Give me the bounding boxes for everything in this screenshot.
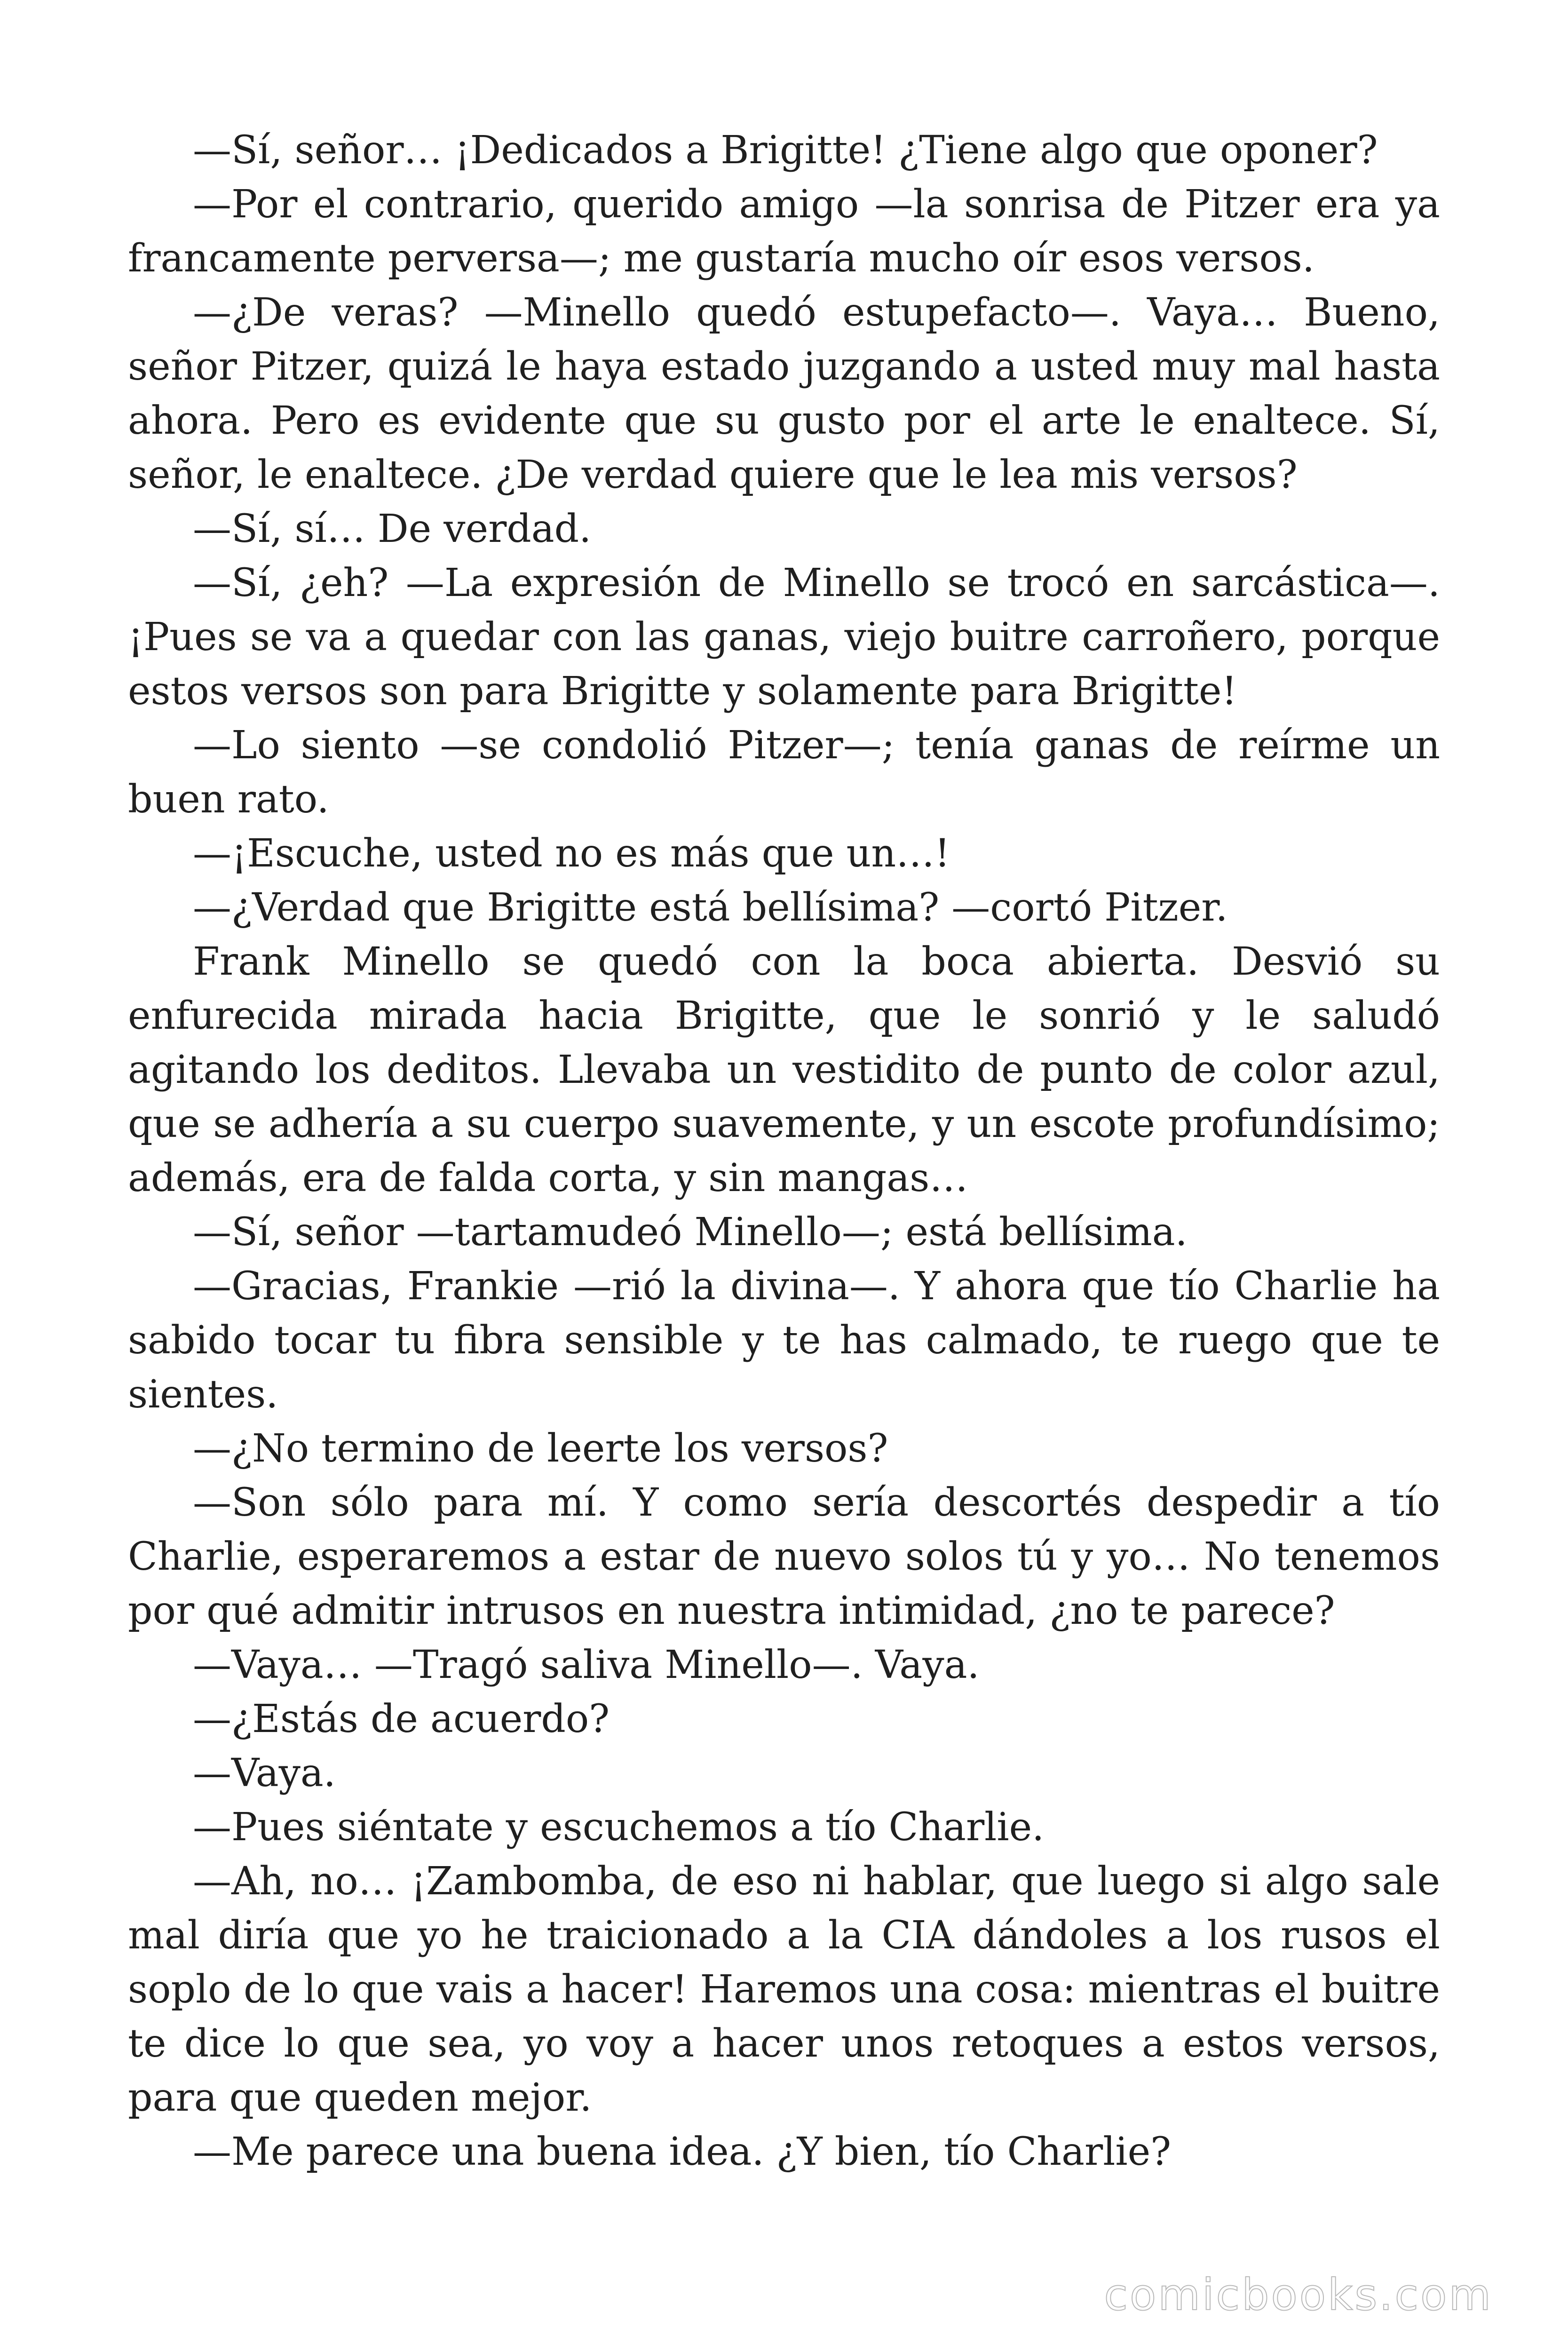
paragraph: —Sí, señor… ¡Dedicados a Brigitte! ¿Tiene algo que oponer? (193, 128, 1378, 173)
paragraph: —¡Escuche, usted no es más que un…! (193, 831, 950, 876)
paragraph: —¿Verdad que Brigitte está bellísima? —cortó Pitzer. (193, 885, 1228, 930)
paragraph: —¿No termino de leerte los versos? (193, 1426, 888, 1471)
text-body (128, 123, 1440, 2179)
paragraph: —Ah, no… ¡Zambomba, de eso ni hablar, que luego si algo sale mal diría que yo he traicionado a la CIA dándoles a los rusos el soplo de lo que vais a hacer! Haremos una cosa: mientras el buitre te dice lo que sea, yo voy a hacer unos retoques a estos versos, para que queden mejor. (128, 1859, 1440, 2120)
paragraph: —Sí, señor —tartamudeó Minello—; está bellísima. (193, 1210, 1188, 1255)
paragraph: —¿De veras? —Minello quedó estupefacto—. Vaya… Bueno, señor Pitzer, quizá le haya estado juzgando a usted muy mal hasta ahora. Pero es evidente que su gusto por el arte le enaltece. Sí, señor, le enaltece. ¿De verdad quiere que le lea mis versos? (128, 290, 1440, 497)
paragraph: —Lo siento —se condolió Pitzer—; tenía ganas de reírme un buen rato. (128, 723, 1440, 822)
paragraph: —Son sólo para mí. Y como sería descortés despedir a tío Charlie, esperaremos a estar de nuevo solos tú y yo… No tenemos por qué admitir intrusos en nuestra intimidad, ¿no te parece? (128, 1480, 1440, 1633)
paragraph: —Por el contrario, querido amigo —la sonrisa de Pitzer era ya francamente perversa—; me gustaría mucho oír esos versos. (128, 182, 1440, 281)
paragraph: —Vaya… —Tragó saliva Minello—. Vaya. (193, 1643, 980, 1687)
paragraph: —Pues siéntate y escuchemos a tío Charlie. (193, 1805, 1045, 1850)
paragraph: —Me parece una buena idea. ¿Y bien, tío Charlie? (193, 2130, 1172, 2174)
paragraph: —Sí, sí… De verdad. (193, 507, 592, 551)
watermark: comicbooks.com (1104, 2270, 1493, 2320)
paragraph: Frank Minello se quedó con la boca abierta. Desvió su enfurecida mirada hacia Brigitte, que le sonrió y le saludó agitando los deditos. Llevaba un vestidito de punto de color azul, que se adhería a su cuerpo suavemente, y un escote profundísimo; además, era de falda corta, y sin mangas… (128, 939, 1440, 1200)
paragraph: —Gracias, Frankie —rió la divina—. Y ahora que tío Charlie ha sabido tocar tu fibra sensible y te has calmado, te ruego que te sientes. (128, 1264, 1440, 1417)
paragraph: —¿Estás de acuerdo? (193, 1697, 610, 1741)
paragraph: —Vaya. (193, 1751, 336, 1796)
paragraph: —Sí, ¿eh? —La expresión de Minello se trocó en sarcástica—. ¡Pues se va a quedar con las ganas, viejo buitre carroñero, porque estos versos son para Brigitte y solamente para Brigitte! (128, 561, 1440, 714)
